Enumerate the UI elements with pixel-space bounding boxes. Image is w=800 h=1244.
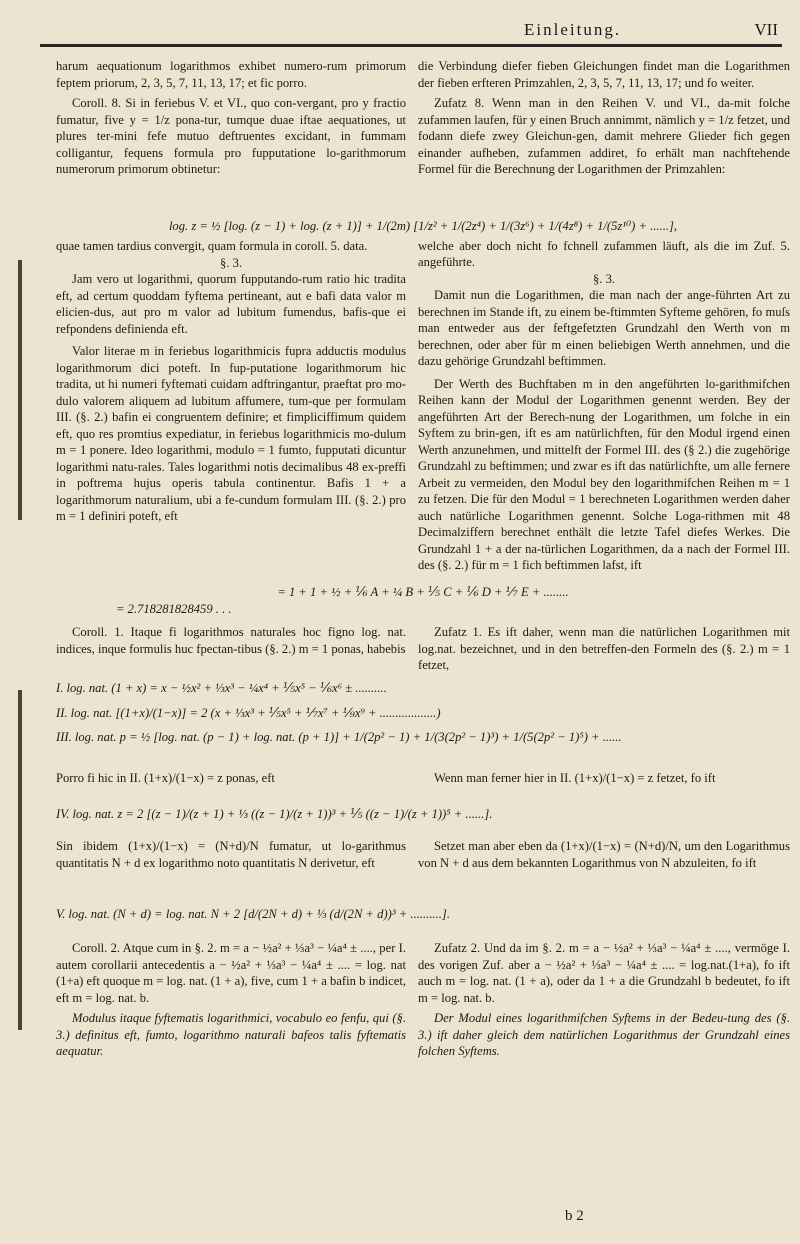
latin-paragraph: Coroll. 2. Atque cum in §. 2. m = a − ½a² + ⅓a³ − ¼a⁴ ± ...., per I. autem corollarii antecedentis a − ½a² + ⅓a³ − ¼a⁴ ± .... = log. nat (1+a) eft quoque m = log. nat. (1 + a), five, cum 1 + a bafin b indicet, eft m = log. nat. b. — [56, 941, 406, 1005]
latin-paragraph: Modulus itaque fyftematis logarithmici, vocabulo eo fenfu, qui (§. 3.) definitus eft, fumto, logarithmo naturali bafeos talis fyftematis aequatur. — [56, 1011, 406, 1058]
german-paragraph: Der Modul eines logarithmifchen Syftems in der Bedeu-tung des (§. 3.) ift daher gleich dem natürlichen Logarithmus der Grundzahl eines folchen Syftems. — [418, 1011, 790, 1058]
german-paragraph: Zufatz 8. Wenn man in den Reihen V. und VI., da-mit folche zufammen laufen, für y einen Bruch annimmt, nämlich y = 1/z fetzet, und fodann diefe zwey Gleichun-gen, damit mehrere Glieder fich gegen einander aufheben, zufammen addiret, fo erhält man nachftehende Formel für die Berechnung der Logarithmen der Primzahlen: — [418, 96, 790, 176]
page-edge-shadow — [18, 260, 22, 520]
latin-paragraph: quae tamen tardius convergit, quam formula in coroll. 5. data. — [56, 239, 368, 253]
latin-sin-ibidem — [56, 838, 406, 871]
formula-primes — [56, 218, 790, 235]
header-rule — [40, 44, 782, 47]
section-heading: §. 3. — [592, 271, 616, 286]
latin-coroll-1 — [56, 624, 406, 657]
german-ferner — [418, 770, 790, 787]
latin-paragraph: Jam vero ut logarithmi, quorum fupputando-rum ratio hic tradita eft, ad certum quoddam fyftema pertineant, aut e bafi data valor m elicien-dus, aut pro m valor ad lubitum fumendus, bafis-que ei refpondens definienda eft. — [56, 272, 406, 336]
formula-block-natural-logs — [56, 680, 790, 746]
german-zusatz-2 — [418, 940, 790, 1060]
formula-line: II. log. nat. [(1+x)/(1−x)] = 2 (x + ⅓x³ + ⅕x⁵ + ⅐x⁷ + ⅑x⁹ + ..................) — [56, 705, 441, 720]
formula-line: log. z = ½ [log. (z − 1) + log. (z + 1)] + 1/(2m) [1/z² + 1/(2z⁴) + 1/(3z⁶) + 1/(4z⁸) + 1/(5z¹⁰) + ......], — [168, 219, 678, 233]
section-heading: §. 3. — [219, 255, 243, 270]
german-paragraph: die Verbindung diefer fieben Gleichungen findet man die Logarithmen der fieben erfteren Primzahlen, 2, 3, 5, 7, 11, 13, 17; und fo weiter. — [418, 59, 790, 90]
german-paragraph: Damit nun die Logarithmen, die man nach der ange-führten Art zu berechnen im Stande ift, zu einem be-ftimmten Syfteme gehören, fo muſs man entweder aus der feftgefetzten Grundzahl den Werth von m berechnen, oder aber für m einen beliebigen Werth annehmen, und die dazu gehörige Grundzahl beftimmen. — [418, 288, 790, 368]
german-paragraph: Setzet man aber eben da (1+x)/(1−x) = (N+d)/N, um den Logarithmus von N + d aus dem bekannten Logarithmus von N abzuleiten, fo ift — [418, 839, 790, 870]
german-setzet — [418, 838, 790, 871]
german-paragraph: Zufatz 1. Es ift daher, wenn man die natürlichen Logarithmen mit log.nat. bezeichnet, und in den betreffen-den Formeln des (§. 2.) m = 1 fetzet, — [418, 625, 790, 672]
german-paragraph: Zufatz 2. Und da im §. 2. m = a − ½a² + ⅓a³ − ¼a⁴ ± ...., vermöge I. des vorigen Zuf. aber a − ½a² + ⅓a³ − ¼a⁴ ± .... = log.nat.(1+a), fo ift auch m = log. nat. (1 + a), oder da 1 + a die Grundzahl b bedeutet, fo ift m = log. nat. b. — [418, 941, 790, 1005]
formula-v — [56, 906, 790, 923]
german-paragraph: Der Werth des Buchftaben m in den angeführten lo-garithmifchen Reihen kann der Modul der Logarithmen genennt werden. Bey der angeführten Art der Berech-nung der Logarithmen, um folche in ein Syftem zu brin-gen, ift es am natürlichften, für den Modul irgend einen Werth anzunehmen, und mittelft der Formel III. des (§ 2.) die zugehörige Grundzahl zu beftimmen; und zwar es ift das natürlichfte, um alle fernere Arbeit zu vermeiden, den Modul bey den logarithmifchen Reihen m = 1 zu fetzen. Die für den Modul = 1 berechneten Logarithmen werden daher auch natürliche Logarithmen genennt. Solche Loga-rithmen mit 48 Decimalziffern berechnet enthält die letzte Tafel diefes Werkes. Die Grundzahl 1 + a der na-türlichen Logarithmen, da a nach der Formel III. des (§. 2.) für m = 1 fich beftimmen lafst, ift — [418, 376, 790, 572]
formula-base — [56, 584, 790, 617]
german-column-upper — [418, 58, 790, 574]
german-paragraph: welche aber doch nicht fo fchnell zufammen läuft, als die im Zuf. 5. angeführte. — [418, 238, 790, 269]
latin-column-upper — [56, 58, 406, 525]
formula-line: IV. log. nat. z = 2 [(z − 1)/(z + 1) + ⅓ ((z − 1)/(z + 1))³ + ⅕ ((z − 1)/(z + 1))⁵ + ......]. — [56, 807, 493, 821]
latin-paragraph: Porro fi hic in II. (1+x)/(1−x) = z ponas, eft — [56, 771, 275, 785]
formula-line: III. log. nat. p = ½ [log. nat. (p − 1) + log. nat. (p + 1)] + 1/(2p² − 1) + 1/(3(2p² − 1)³) + 1/(5(2p² − 1)⁵) + ...... — [56, 730, 622, 744]
latin-paragraph: Sin ibidem (1+x)/(1−x) = (N+d)/N fumatur, ut lo-garithmus quantitatis N + d ex logarithmo noto quantitatis N derivetur, eft — [56, 839, 406, 870]
latin-coroll-2 — [56, 940, 406, 1060]
latin-paragraph: Valor literae m in feriebus logarithmicis fupra adductis modulus logarithmorum dici poteft. In fup-putatione logarithmorum hic tradita, ut hi numeri fyftemati cuidam adftringantur, praeftat pro mo-dulo valorem aliquem ad lubitum affumere, tum-que per formulam III. (§. 2.) bafin ei congruentem definire; et fimpliciffimum quidem eft, quo res promtius expediatur, in feriebus logarithmicis mo-dulum m = 1 ponere. Ideo logarithmi, modulo = 1 fumto, fupputati dicuntur logarithmi natu-rales. Tales logarithmi notis decimalibus 48 ex-preffi in poftrema hujus operis tabula continentur. Bafis 1 + a logarithmorum naturalium, ubi a fe-cundum formulam III. (§. 2.) pro m = 1 definiri poteft, eft — [56, 344, 406, 523]
page-edge-shadow — [18, 690, 22, 1030]
latin-porro — [56, 770, 406, 787]
header-title: Einleitung. — [524, 20, 622, 39]
german-paragraph: Wenn man ferner hier in II. (1+x)/(1−x) = z fetzet, fo ift — [434, 771, 716, 785]
formula-iv — [56, 806, 790, 823]
formula-line: V. log. nat. (N + d) = log. nat. N + 2 [d/(2N + d) + ⅓ (d/(2N + d))³ + ..........]. — [56, 907, 450, 921]
latin-paragraph: Coroll. 1. Itaque fi logarithmos naturales hoc figno log. nat. indices, inque formulis huc fpectan-tibus (§. 2.) m = 1 ponas, habebis — [56, 625, 406, 656]
signature-mark: b 2 — [565, 1208, 584, 1224]
formula-line: I. log. nat. (1 + x) = x − ½x² + ⅓x³ − ¼x⁴ + ⅕x⁵ − ⅙x⁶ ± .......... — [56, 681, 387, 695]
formula-line: = 2.718281828459 . . . — [116, 601, 232, 616]
latin-paragraph: Coroll. 8. Si in feriebus V. et VI., quo con-vergant, pro y fractio fumatur, five y = 1/z pona-tur, tumque duae iftae aequationes, ut plures ter-mini fefe mutuo deftruentes excidant, in fummam colligantur, fequens formula pro fupputatione lo-garithmorum numerorum primorum obtinetur: — [56, 96, 406, 176]
formula-line: = 1 + 1 + ½ + ⅙ A + ¼ B + ⅕ C + ⅙ D + ⅐ E + ........ — [277, 585, 569, 599]
page-number: VII — [754, 20, 778, 39]
german-zusatz-1 — [418, 624, 790, 674]
latin-paragraph: harum aequationum logarithmos exhibet numero-rum primorum feptem priorum, 2, 3, 5, 7, 11, 13, 17; et fic porro. — [56, 59, 406, 90]
